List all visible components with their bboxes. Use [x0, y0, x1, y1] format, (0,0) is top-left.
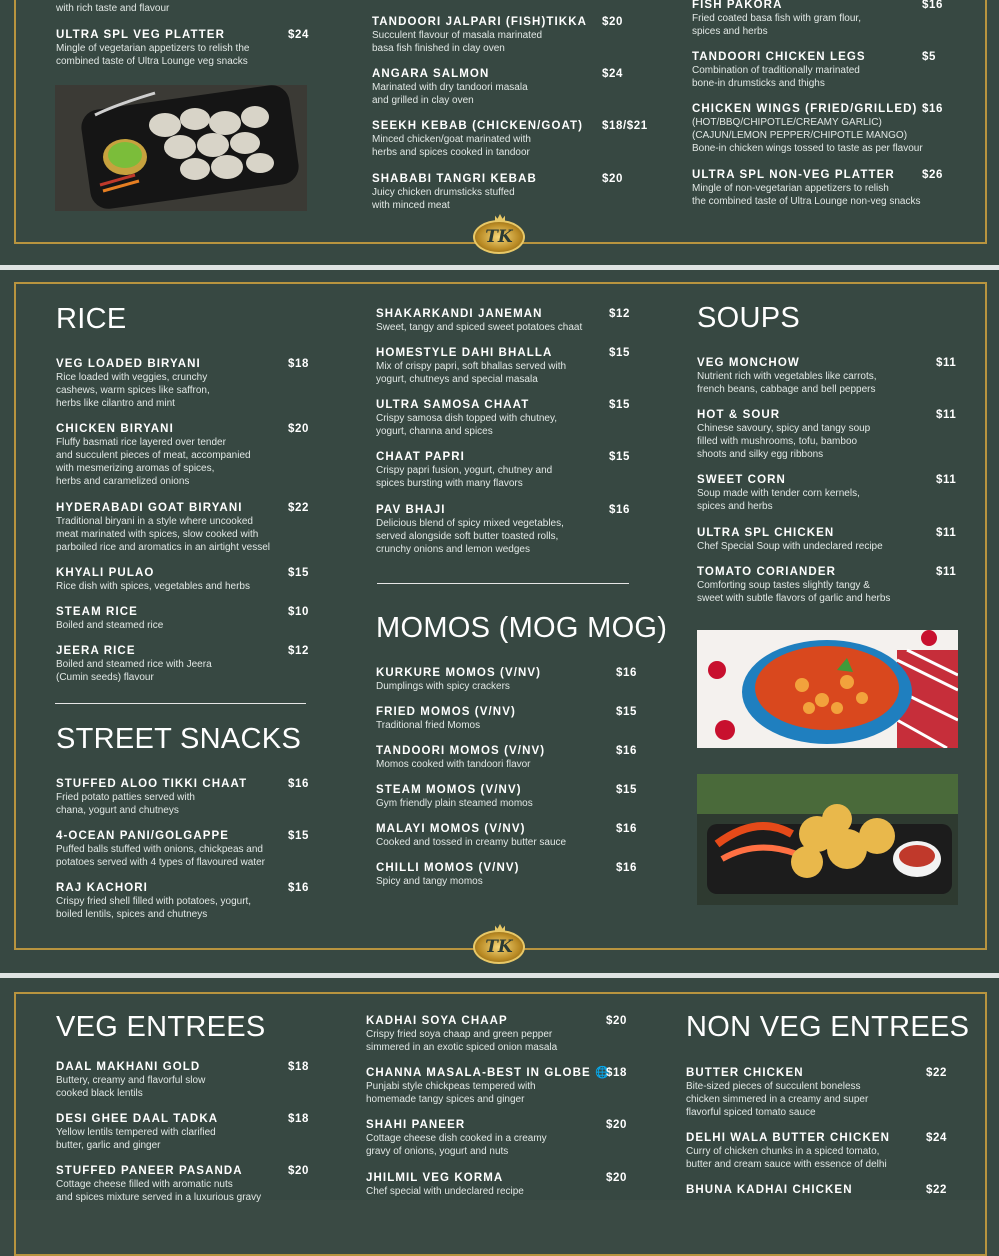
section-heading-veg-entrees: VEG ENTREES — [56, 1011, 266, 1043]
menu-item — [376, 503, 636, 556]
menu-item — [376, 666, 638, 693]
item-description: Curry of chicken chunks in a spiced tomato, butter and cream sauce with essence of delhi — [686, 1146, 887, 1170]
item-price: $10 — [288, 606, 309, 618]
item-description: Dumplings with spicy crackers — [376, 681, 510, 692]
item-price: $16 — [616, 667, 637, 679]
item-name: CHAAT PAPRI — [376, 451, 465, 463]
menu-item — [372, 172, 628, 212]
item-price: $24 — [926, 1132, 947, 1144]
item-name: SHABABI TANGRI KEBAB — [372, 173, 537, 185]
menu-item — [376, 398, 636, 438]
momos-photo — [697, 774, 958, 905]
menu-item — [692, 0, 947, 38]
item-description: Rice loaded with veggies, crunchy cashews, warm spices like saffron, herbs like cilantro and mint — [56, 372, 210, 409]
menu-item — [692, 168, 952, 208]
item-name: ULTRA SAMOSA CHAAT — [376, 399, 530, 411]
item-description: Minced chicken/goat marinated with herbs and spices cooked in tandoor — [372, 134, 531, 158]
menu-item — [366, 1118, 632, 1158]
item-name: ANGARA SALMON — [372, 68, 490, 80]
item-description: Mingle of vegetarian appetizers to relish the combined taste of Ultra Lounge veg snacks — [56, 43, 250, 67]
item-description: Mix of crispy papri, soft bhallas served with yogurt, chutneys and special masala — [376, 361, 567, 385]
item-description: Rice dish with spices, vegetables and herbs — [56, 581, 250, 592]
menu-item — [372, 119, 648, 159]
item-description: Traditional fried Momos — [376, 720, 481, 731]
item-price: $18/$21 — [602, 120, 648, 132]
item-name: STEAM RICE — [56, 606, 138, 618]
menu-item — [697, 526, 957, 553]
item-description: Traditional biryani in a style where uncooked meat marinated with spices, slow cooked with parboiled rice and aromatics in an airtight vessel — [56, 516, 270, 553]
item-price: $22 — [288, 502, 309, 514]
item-name: VEG LOADED BIRYANI — [56, 358, 201, 370]
item-name: JHILMIL VEG KORMA — [366, 1172, 504, 1184]
item-price: $20 — [606, 1172, 627, 1184]
menu-item — [376, 861, 638, 888]
item-description: Mingle of non-vegetarian appetizers to relish the combined taste of Ultra Lounge non-veg snacks — [692, 183, 921, 207]
item-price: $22 — [926, 1067, 947, 1079]
item-name: CHICKEN BIRYANI — [56, 423, 174, 435]
item-description: Sweet, tangy and spiced sweet potatoes chaat — [376, 322, 583, 333]
menu-item — [56, 28, 312, 68]
item-price: $20 — [288, 1165, 309, 1177]
item-description: Chinese savoury, spicy and tangy soup filled with mushrooms, tofu, bamboo shoots and silky egg ribbons — [697, 423, 871, 460]
item-name: ULTRA SPL VEG PLATTER — [56, 29, 225, 41]
item-name: CHILLI MOMOS (V/NV) — [376, 862, 520, 874]
item-price: $11 — [936, 566, 957, 578]
menu-item — [56, 1112, 316, 1152]
item-price: $15 — [609, 451, 630, 463]
item-description: Puffed balls stuffed with onions, chickpeas and potatoes served with 4 types of flavoured water — [56, 844, 266, 868]
item-description: (HOT/BBQ/CHIPOTLE/CREAMY GARLIC) (CAJUN/LEMON PEPPER/CHIPOTLE MANGO) Bone-in chicken wings tossed to taste as per flavour — [692, 117, 923, 154]
item-price: $16 — [609, 504, 630, 516]
section-heading-soups: SOUPS — [697, 302, 801, 334]
item-price: $16 — [922, 0, 943, 11]
item-price: $20 — [602, 16, 623, 28]
item-name: BHUNA KADHAI CHICKEN — [686, 1184, 853, 1196]
item-price: $24 — [602, 68, 623, 80]
item-price: $22 — [926, 1184, 947, 1196]
menu-item — [56, 829, 316, 869]
item-price: $15 — [609, 347, 630, 359]
item-price: $15 — [288, 830, 309, 842]
menu-item — [56, 1060, 316, 1100]
item-name: HOMESTYLE DAHI BHALLA — [376, 347, 553, 359]
item-name: SHAKARKANDI JANEMAN — [376, 308, 543, 320]
menu-item — [376, 450, 636, 490]
item-name: KADHAI SOYA CHAAP — [366, 1015, 508, 1027]
item-description: Nutrient rich with vegetables like carrots, french beans, cabbage and bell peppers — [697, 371, 877, 395]
item-description: Succulent flavour of masala marinated basa fish finished in clay oven — [372, 30, 543, 54]
item-name: CHANNA MASALA-BEST IN GLOBE 🌐 — [366, 1067, 611, 1079]
soup-photo — [697, 630, 958, 748]
item-description: Marinated with dry tandoori masala and grilled in clay oven — [372, 82, 528, 106]
menu-item — [56, 644, 316, 684]
item-price: $20 — [288, 423, 309, 435]
item-name: ULTRA SPL NON-VEG PLATTER — [692, 169, 895, 181]
item-name: VEG MONCHOW — [697, 357, 800, 369]
item-name: FISH PAKORA — [692, 0, 783, 11]
section-heading-rice: RICE — [56, 303, 127, 335]
item-description: Buttery, creamy and flavorful slow cooked black lentils — [56, 1075, 206, 1099]
item-price: $11 — [936, 409, 957, 421]
item-description: Boiled and steamed rice — [56, 620, 164, 631]
item-name: DESI GHEE DAAL TADKA — [56, 1113, 219, 1125]
item-name: STUFFED PANEER PASANDA — [56, 1165, 243, 1177]
menu-item — [686, 1183, 951, 1197]
item-name: STEAM MOMOS (V/NV) — [376, 784, 522, 796]
menu-item — [686, 1066, 951, 1119]
item-description: Combination of traditionally marinated bone-in drumsticks and thighs — [692, 65, 860, 89]
item-price: $18 — [288, 1061, 309, 1073]
menu-item — [56, 501, 316, 554]
item-name: SEEKH KEBAB (CHICKEN/GOAT) — [372, 120, 584, 132]
item-name: HYDERABADI GOAT BIRYANI — [56, 502, 243, 514]
section-heading-momos: MOMOS (MOG MOG) — [376, 612, 668, 644]
item-price: $26 — [922, 169, 943, 181]
item-price: $15 — [288, 567, 309, 579]
menu-item — [376, 346, 636, 386]
menu-item — [376, 705, 638, 732]
menu-item — [56, 777, 316, 817]
section-heading-street-snacks: STREET SNACKS — [56, 723, 302, 755]
item-name: TANDOORI MOMOS (V/NV) — [376, 745, 546, 757]
item-name: RAJ KACHORI — [56, 882, 148, 894]
menu-item — [366, 1014, 632, 1054]
menu-item — [376, 822, 638, 849]
item-description: Crispy fried soya chaap and green pepper simmered in an exotic spiced onion masala — [366, 1029, 558, 1053]
item-description: Momos cooked with tandoori flavor — [376, 759, 531, 770]
menu-item — [376, 744, 638, 771]
item-name: PAV BHAJI — [376, 504, 446, 516]
item-price: $11 — [936, 357, 957, 369]
item-price: $12 — [288, 645, 309, 657]
item-name: DELHI WALA BUTTER CHICKEN — [686, 1132, 891, 1144]
menu-item — [376, 307, 636, 334]
item-price: $20 — [602, 173, 623, 185]
item-price: $16 — [616, 823, 637, 835]
item-price: $11 — [936, 527, 957, 539]
menu-item — [692, 50, 947, 90]
item-description: Soup made with tender corn kernels, spices and herbs — [697, 488, 860, 512]
section-rule — [377, 583, 629, 584]
item-description: Juicy chicken drumsticks stuffed with minced meat — [372, 187, 515, 211]
menu-page-appetizers — [0, 0, 999, 266]
item-name: KHYALI PULAO — [56, 567, 155, 579]
menu-page-entrees — [0, 978, 999, 1203]
item-name: BUTTER CHICKEN — [686, 1067, 804, 1079]
item-price: $18 — [606, 1067, 627, 1079]
item-price: $16 — [288, 882, 309, 894]
item-price: $12 — [609, 308, 630, 320]
item-description: Bite-sized pieces of succulent boneless chicken simmered in a creamy and super flavorful spiced tomato sauce — [686, 1081, 869, 1118]
item-name: JEERA RICE — [56, 645, 136, 657]
item-name: DAAL MAKHANI GOLD — [56, 1061, 201, 1073]
item-name: ULTRA SPL CHICKEN — [697, 527, 835, 539]
menu-item — [56, 1164, 316, 1204]
item-name: SHAHI PANEER — [366, 1119, 466, 1131]
menu-item — [56, 357, 316, 410]
item-price: $24 — [288, 29, 309, 41]
menu-item — [56, 566, 316, 593]
item-price: $16 — [922, 103, 943, 115]
menu-item — [366, 1171, 632, 1198]
item-name: HOT & SOUR — [697, 409, 781, 421]
item-name: TOMATO CORIANDER — [697, 566, 836, 578]
veg-platter-photo — [55, 85, 307, 211]
item-price: $15 — [616, 706, 637, 718]
menu-item — [697, 408, 957, 461]
item-name: KURKURE MOMOS (V/NV) — [376, 667, 542, 679]
item-description: Boiled and steamed rice with Jeera (Cumin seeds) flavour — [56, 659, 212, 683]
item-price: $16 — [288, 778, 309, 790]
item-description: Crispy papri fusion, yogurt, chutney and spices bursting with many flavors — [376, 465, 553, 489]
item-price: $11 — [936, 474, 957, 486]
menu-item — [56, 881, 316, 921]
item-description: Cottage cheese dish cooked in a creamy gravy of onions, yogurt and nuts — [366, 1133, 547, 1157]
menu-page-rice-snacks-soups — [0, 270, 999, 974]
item-price: $20 — [606, 1119, 627, 1131]
item-description: Gym friendly plain steamed momos — [376, 798, 533, 809]
item-name: FRIED MOMOS (V/NV) — [376, 706, 516, 718]
item-name: SWEET CORN — [697, 474, 786, 486]
menu-item — [372, 15, 628, 55]
menu-item — [366, 1066, 632, 1106]
item-description: Chef Special Soup with undeclared recipe — [697, 541, 883, 552]
item-description: with rich taste and flavour — [56, 3, 170, 14]
menu-item — [372, 67, 628, 107]
item-description: Punjabi style chickpeas tempered with homemade tangy spices and ginger — [366, 1081, 536, 1105]
item-description: Yellow lentils tempered with clarified butter, garlic and ginger — [56, 1127, 216, 1151]
item-price: $16 — [616, 745, 637, 757]
menu-item — [697, 356, 957, 396]
item-name: TANDOORI JALPARI (FISH)TIKKA — [372, 16, 588, 28]
item-description: Cooked and tossed in creamy butter sauce — [376, 837, 567, 848]
item-description: Delicious blend of spicy mixed vegetables, served alongside soft butter toasted rolls, crunchy onions and lemon wedges — [376, 518, 564, 555]
item-price: $15 — [609, 399, 630, 411]
item-price: $18 — [288, 1113, 309, 1125]
globe-icon: 🌐 — [595, 1067, 611, 1079]
menu-item — [697, 565, 957, 605]
item-description: Chef special with undeclared recipe — [366, 1186, 524, 1197]
item-description: Spicy and tangy momos — [376, 876, 483, 887]
tk-logo: TK — [473, 930, 525, 964]
item-price: $15 — [616, 784, 637, 796]
item-description: Cottage cheese filled with aromatic nuts and spices mixture served in a luxurious gravy — [56, 1179, 262, 1203]
item-description: Crispy fried shell filled with potatoes, yogurt, boiled lentils, spices and chutneys — [56, 896, 252, 920]
menu-item — [686, 1131, 951, 1171]
item-description: Fried potato patties served with chana, yogurt and chutneys — [56, 792, 195, 816]
item-name: CHICKEN WINGS (FRIED/GRILLED) — [692, 103, 918, 115]
item-price: $16 — [616, 862, 637, 874]
section-heading-non-veg-entrees: NON VEG ENTREES — [686, 1011, 970, 1043]
item-name: STUFFED ALOO TIKKI CHAAT — [56, 778, 248, 790]
item-name: TANDOORI CHICKEN LEGS — [692, 51, 866, 63]
menu-item — [376, 783, 638, 810]
menu-item — [56, 422, 316, 488]
item-price: $5 — [922, 51, 936, 63]
item-description: Crispy samosa dish topped with chutney, yogurt, channa and spices — [376, 413, 558, 437]
item-name: MALAYI MOMOS (V/NV) — [376, 823, 526, 835]
item-price: $18 — [288, 358, 309, 370]
item-description: Fluffy basmati rice layered over tender and succulent pieces of meat, accompanied with mesmerizing aromas of spices, herbs and caramelized onions — [56, 437, 251, 487]
item-price: $20 — [606, 1015, 627, 1027]
menu-item — [692, 102, 947, 155]
menu-item — [697, 473, 957, 513]
item-description: Comforting soup tastes slightly tangy & sweet with subtle flavors of garlic and herbs — [697, 580, 891, 604]
tk-logo: TK — [473, 220, 525, 254]
menu-item — [56, 605, 316, 632]
item-description: Fried coated basa fish with gram flour, spices and herbs — [692, 13, 861, 37]
section-rule — [55, 703, 306, 704]
item-name: 4-OCEAN PANI/GOLGAPPE — [56, 830, 230, 842]
